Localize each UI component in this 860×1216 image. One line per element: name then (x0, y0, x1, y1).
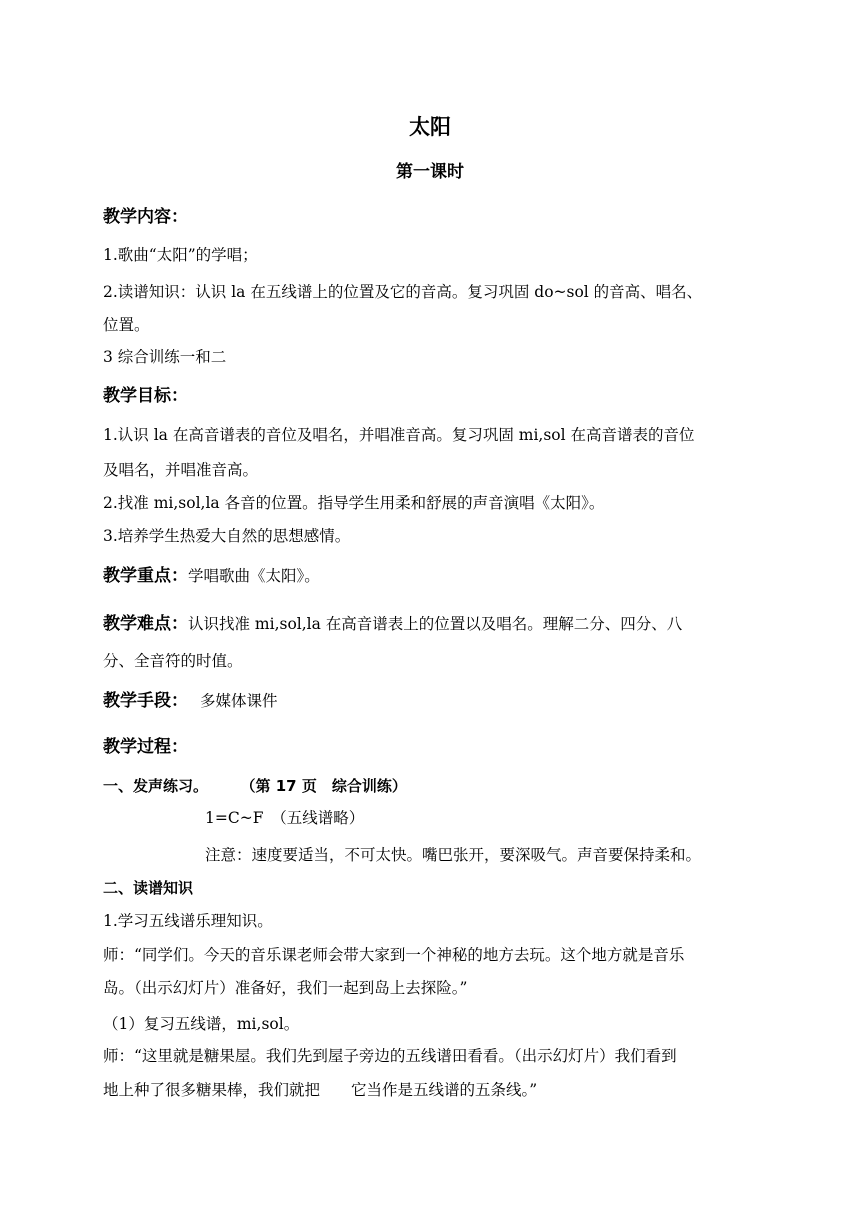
difficulty-line-2: 分、全音符的时值。 (103, 652, 243, 670)
key-point-row (103, 566, 320, 586)
document-subtitle: 第一课时 (396, 162, 464, 182)
content-heading: 教学内容： (103, 207, 188, 227)
section2-line-6: 地上种了很多糖果棒，我们就把 它当作是五线谱的五条线。” (103, 1081, 538, 1099)
means-row (103, 691, 278, 711)
content-line-2: 2.读谱知识：认识 la 在五线谱上的位置及它的音高。复习巩固 do~sol 的音高、唱名、 (103, 283, 703, 301)
section1-line-1: 1=C~F （五线谱略） (205, 809, 365, 827)
content-line-3: 位置。 (103, 316, 150, 334)
section2-line-2: 师：“同学们。今天的音乐课老师会带大家到一个神秘的地方去玩。这个地方就是音乐 (103, 946, 685, 964)
key-point-text: 学唱歌曲《太阳》。 (188, 567, 320, 585)
section1-title: 一、发声练习。 (103, 777, 209, 795)
section2-title: 二、读谱知识 (103, 879, 194, 897)
section1-row (103, 776, 407, 796)
section2-line-5: 师：“这里就是糖果屋。我们先到屋子旁边的五线谱田看看。（出示幻灯片）我们看到 (103, 1047, 677, 1065)
document-title: 太阳 (409, 115, 451, 139)
means-label: 教学手段： (103, 691, 188, 711)
content-line-1: 1.歌曲“太阳”的学唱； (103, 246, 258, 264)
difficulty-row (103, 614, 682, 634)
difficulty-label: 教学难点： (103, 614, 188, 634)
key-point-label: 教学重点： (103, 566, 188, 586)
difficulty-text: 认识找准 mi,sol,la 在高音谱表上的位置以及唱名。理解二分、四分、八 (188, 615, 683, 633)
goals-line-3: 2.找准 mi,sol,la 各音的位置。指导学生用柔和舒展的声音演唱《太阳》。 (103, 494, 605, 512)
goals-line-4: 3.培养学生热爱大自然的思想感情。 (103, 527, 351, 545)
section1-line-2: 注意：速度要适当，不可太快。嘴巴张开，要深吸气。声音要保持柔和。 (205, 846, 702, 864)
goals-heading: 教学目标： (103, 386, 188, 406)
content-line-4: 3 综合训练一和二 (103, 348, 227, 366)
goals-line-1: 1.认识 la 在高音谱表的音位及唱名，并唱准音高。复习巩固 mi,sol 在高音谱表的音位 (103, 426, 695, 444)
means-text: 多媒体课件 (200, 692, 278, 710)
section1-ref: （第 17 页 综合训练） (248, 777, 407, 795)
process-heading: 教学过程： (103, 737, 188, 757)
section2-line-3: 岛。（出示幻灯片）准备好，我们一起到岛上去探险。” (103, 979, 468, 997)
goals-line-2: 及唱名，并唱准音高。 (103, 461, 259, 479)
section2-line-1: 1.学习五线谱乐理知识。 (103, 912, 273, 930)
section2-line-4: （1）复习五线谱，mi,sol。 (103, 1015, 300, 1033)
